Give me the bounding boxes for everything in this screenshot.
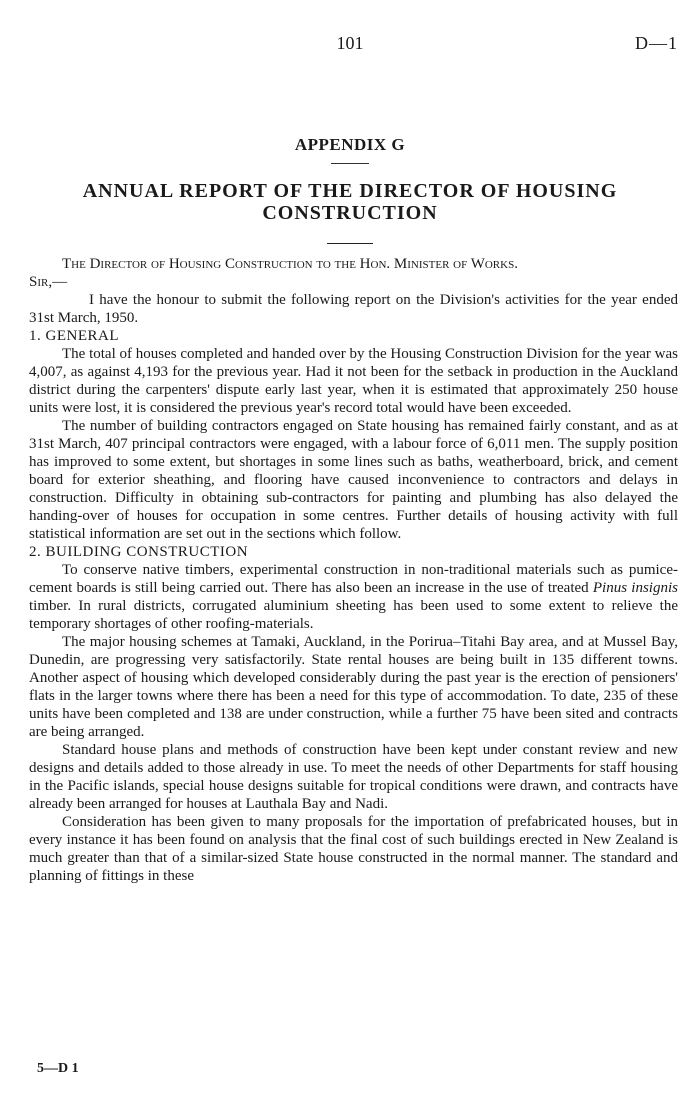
salutation: Sir,— [29,274,68,290]
species-name: Pinus insignis [592,580,678,596]
footer-code: 5—D 1 [37,1061,79,1076]
paragraph: Consideration has been given to many proposals for the importation of prefabricated houses, but in every instance it has been found on analysis that the final cost of such buildings erected in New Zealand is much greater than that of a similar-sized State house constructed in the normal manner. The standard and planning of fittings in these [29,814,678,884]
paragraph: Standard house plans and methods of construction have been kept under constant review and new designs and details added to those already in use. To meet the needs of other Departments for staff housing in the Pacific islands, special house designs suitable for tropical conditions were drawn, and contracts have already been arranged for houses at Lauthala Bay and Nadi. [29,742,678,812]
appendix-label: APPENDIX G [294,135,406,154]
paragraph [29,561,678,633]
page-number: 101 [336,33,364,53]
document-code: D—1 [635,33,678,53]
address-line: The Director of Housing Construction to the Hon. Minister of Works. [62,256,518,272]
divider [327,243,373,244]
paragraph-text: To conserve native timbers, experimental construction in non-traditional materials such as pumice-cement boards is still being carried out. There has also been an increase in the use of treated [29,562,678,596]
report-body [29,255,678,885]
intro-paragraph: I have the honour to submit the following report on the Division's activities for the year ended 31st March, 1950. [29,292,678,326]
divider [331,163,369,164]
section-heading: 1. GENERAL [29,328,119,344]
paragraph: The total of houses completed and handed over by the Housing Construction Division for the year was 4,007, as against 4,193 for the previous year. Had it not been for the setback in production in the Auckland district during the carpenters' dispute early last year, when it is estimated that approximately 250 house units were lost, it is considered the previous year's record total would have been exceeded. [29,346,678,416]
paragraph: The major housing schemes at Tamaki, Auckland, in the Porirua–Titahi Bay area, and at Mussel Bay, Dunedin, are progressing very satisfactorily. State rental houses are being built in 135 different towns. Another aspect of housing which developed considerably during the past year is the erection of pensioners' flats in the larger towns where there has been a need for this type of accommodation. To date, 235 of these units have been completed and 138 are under construction, while a further 75 have been sited and contracts are being arranged. [29,634,678,740]
report-title: ANNUAL REPORT OF THE DIRECTOR OF HOUSING CONSTRUCTION [82,180,618,224]
paragraph: The number of building contractors engaged on State housing has remained fairly constant, and as at 31st March, 407 principal contractors were engaged, with a labour force of 6,011 men. The supply position has improved to some extent, but shortages in some lines such as baths, weatherboard, brick, and cement board for exterior sheathing, and flooring have caused inconvenience to contractors and delays in construction. Difficulty in obtaining sub-contractors for painting and plumbing has also delayed the handing-over of houses for occupation in some centres. Further details of housing activity with full statistical information are set out in the sections which follow. [29,418,678,542]
paragraph-text: timber. In rural districts, corrugated aluminium sheeting has been used to some extent to relieve the temporary shortages of other roofing-materials. [29,598,678,632]
section-heading: 2. BUILDING CONSTRUCTION [29,544,249,560]
